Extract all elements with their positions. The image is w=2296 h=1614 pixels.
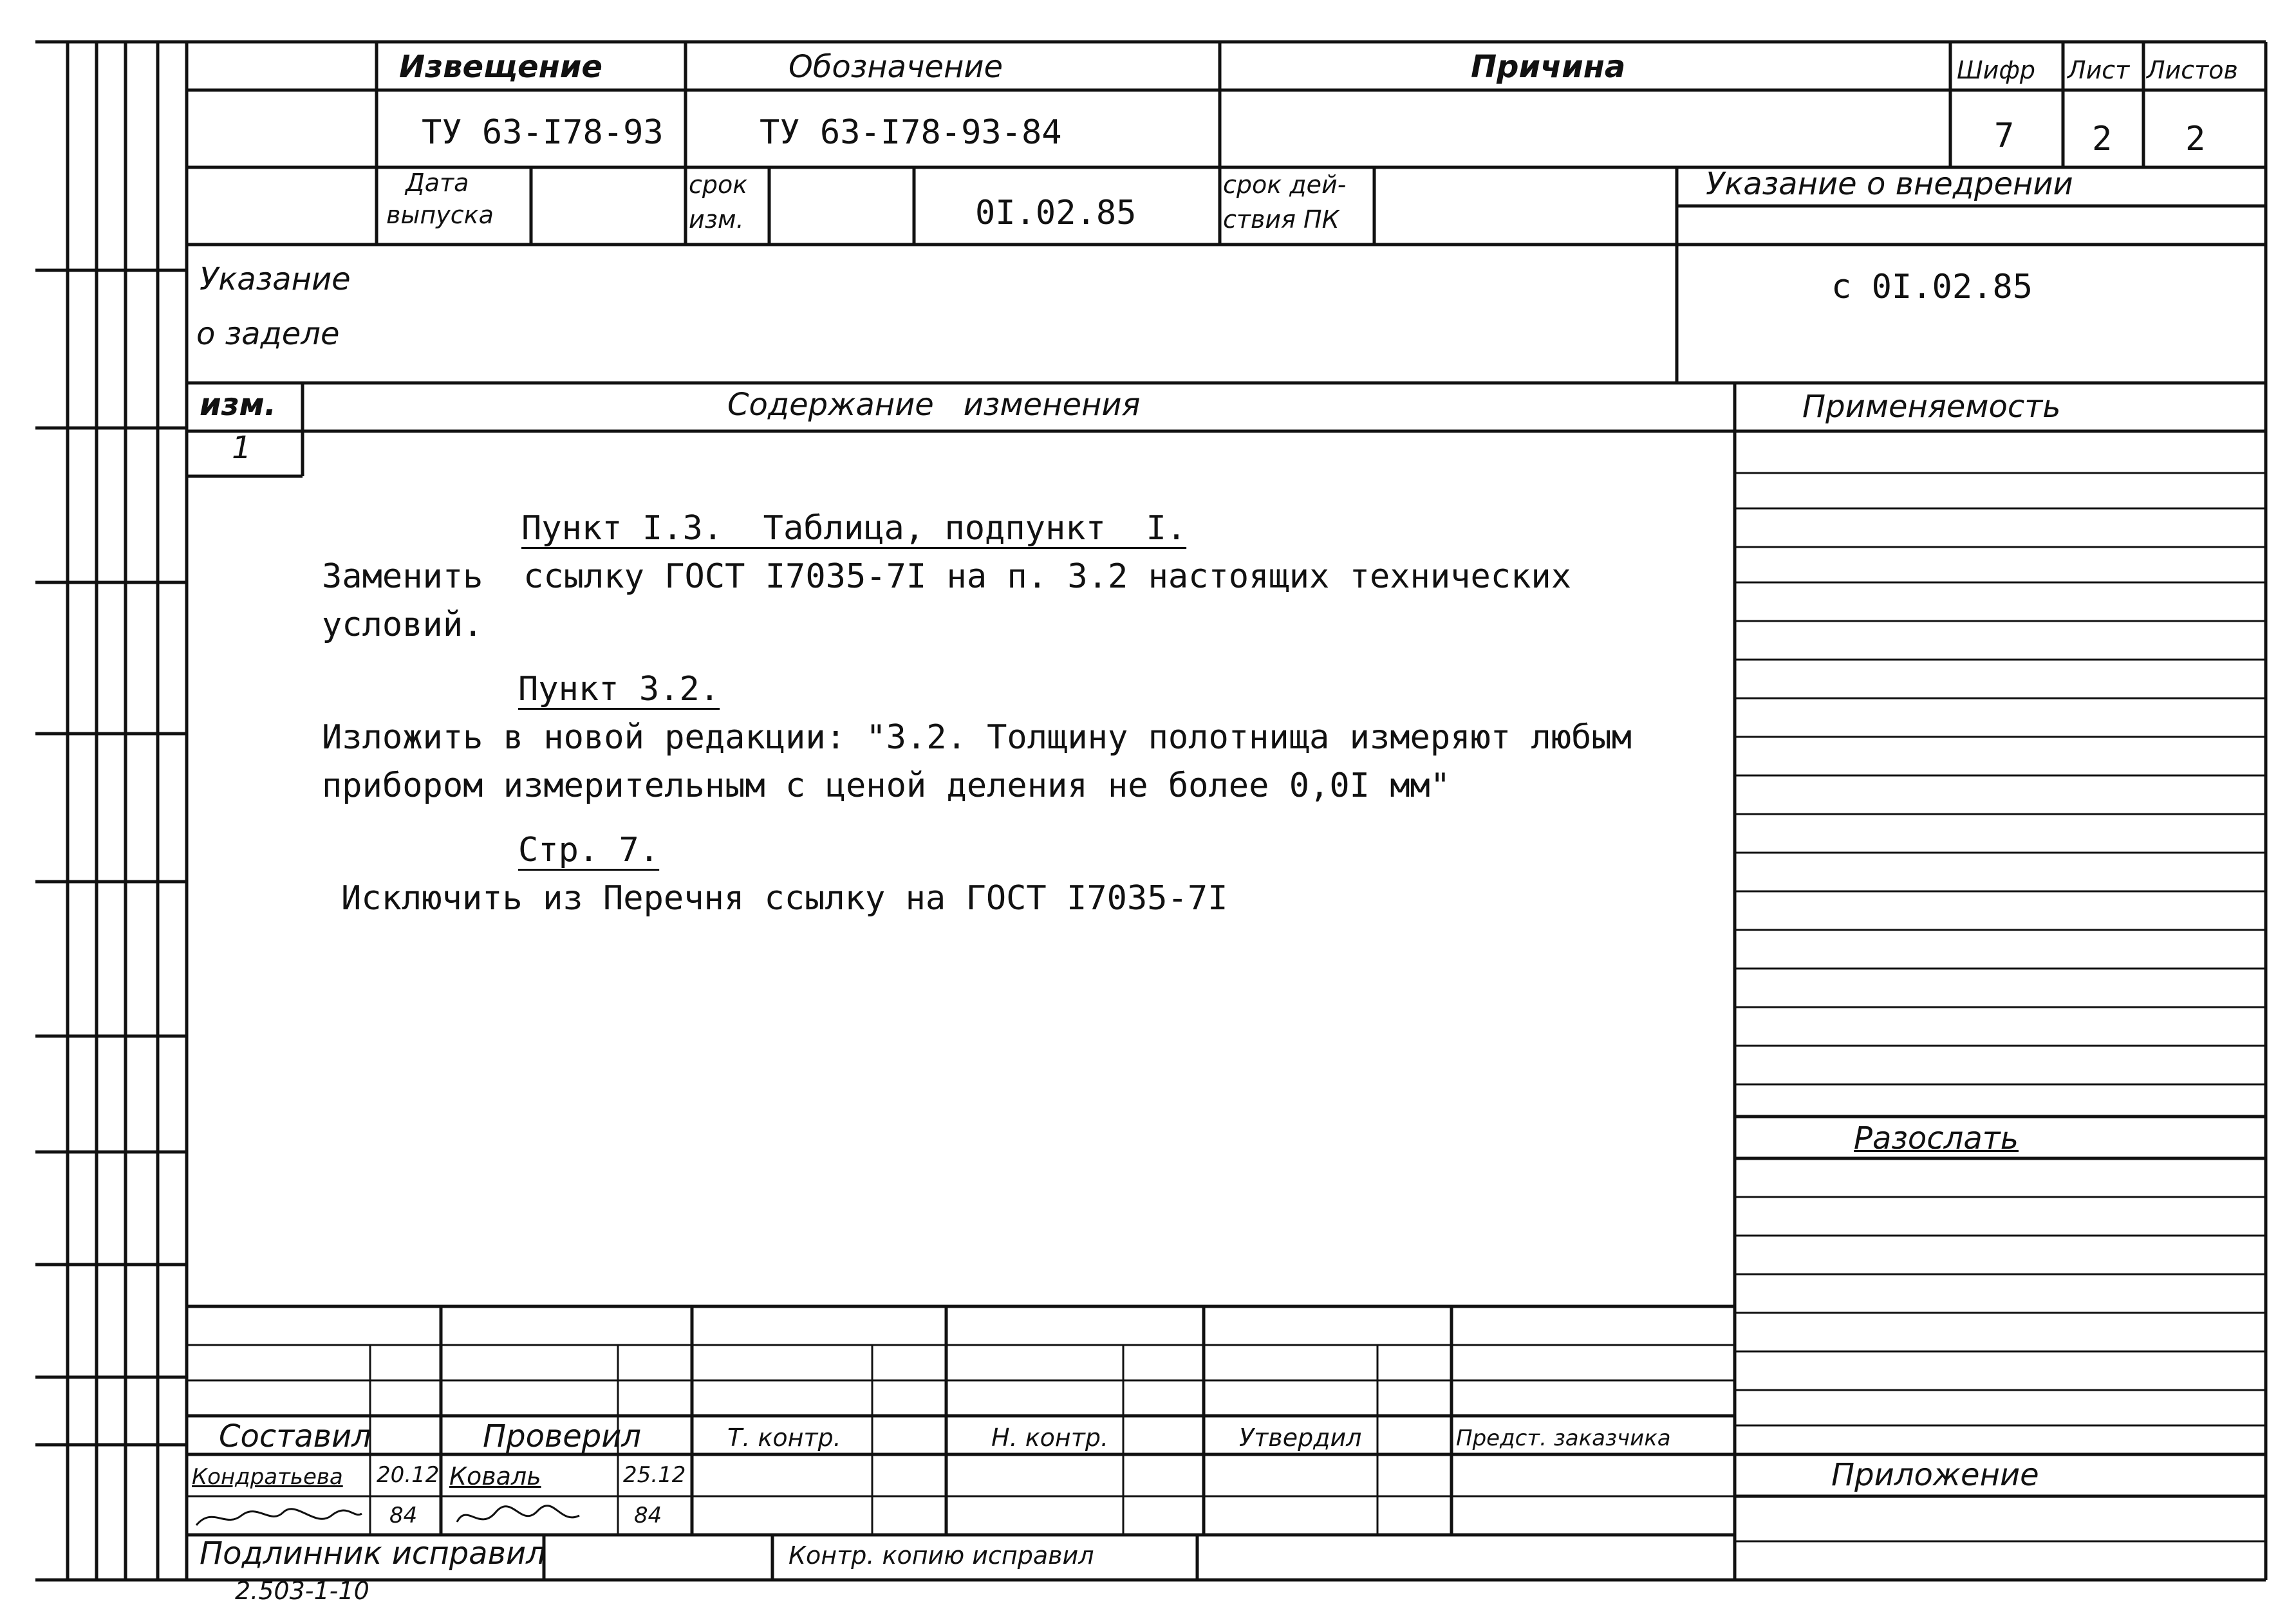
utverdil-label: Утвердил bbox=[1239, 1424, 1362, 1452]
sostavil-date-1: 20.12 bbox=[377, 1462, 440, 1488]
srok-izm-value: 0I.02.85 bbox=[975, 194, 1137, 232]
proveril-date-1: 25.12 bbox=[623, 1462, 686, 1488]
primenyaemost-label: Применяемость bbox=[1802, 389, 2061, 425]
izveshchenie-value: ТУ 63-I78-93 bbox=[422, 113, 664, 152]
oboznachenie-label: Обозначение bbox=[789, 49, 1003, 85]
zadel-label-line1: Указание bbox=[200, 261, 351, 297]
proveril-date-2: 84 bbox=[634, 1503, 662, 1528]
data-vypuska-label-line1: Дата bbox=[406, 169, 469, 197]
izm-label: изм. bbox=[200, 387, 276, 423]
content-line-5: Исключить из Перечня ссылку на ГОСТ I7035-7I bbox=[341, 879, 1228, 918]
list-value: 2 bbox=[2092, 120, 2113, 158]
content-line-4: прибором измерительным с ценой деления не более 0,0I мм" bbox=[322, 766, 1451, 805]
izveshchenie-label: Извещение bbox=[399, 49, 602, 85]
srok-deistviya-label-line1: срок дей- bbox=[1223, 171, 1347, 199]
list-label: Лист bbox=[2067, 56, 2130, 84]
razoslat-label: Разослать bbox=[1854, 1120, 2019, 1156]
content-line-2: условий. bbox=[322, 606, 483, 644]
footer-code: 2.503-1-10 bbox=[235, 1577, 369, 1605]
soderzhanie-label: Содержание изменения bbox=[727, 387, 1141, 423]
srok-deistviya-label-line2: ствия ПК bbox=[1223, 205, 1339, 234]
zadel-label-line2: о заделе bbox=[196, 316, 340, 352]
proveril-name: Коваль bbox=[449, 1462, 541, 1490]
n-kontr-label: Н. контр. bbox=[991, 1424, 1109, 1452]
content-heading-1: Пункт I.3. Таблица, подпункт I. bbox=[521, 509, 1187, 548]
prilozhenie-label: Приложение bbox=[1831, 1457, 2039, 1493]
proveril-signature-scribble bbox=[451, 1499, 611, 1535]
content-heading-2: Пункт 3.2. bbox=[518, 670, 720, 709]
sostavil-signature-scribble bbox=[193, 1499, 367, 1535]
listov-value: 2 bbox=[2185, 120, 2206, 158]
prichina-label: Причина bbox=[1471, 49, 1626, 85]
kontr-kopiyu-label: Контр. копию исправил bbox=[789, 1541, 1094, 1570]
t-kontr-label: Т. контр. bbox=[727, 1424, 841, 1452]
oboznachenie-value: ТУ 63-I78-93-84 bbox=[760, 113, 1062, 152]
content-line-1: Заменить ссылку ГОСТ I7035-7I на п. 3.2 настоящих технических bbox=[322, 557, 1572, 596]
srok-izm-label-line2: изм. bbox=[689, 205, 744, 234]
data-vypuska-label-line2: выпуска bbox=[386, 201, 494, 229]
sostavil-label: Составил bbox=[219, 1418, 371, 1454]
sostavil-name: Кондратьева bbox=[192, 1464, 343, 1490]
sostavil-date-2: 84 bbox=[389, 1503, 418, 1528]
shifr-label: Шифр bbox=[1957, 56, 2035, 84]
vnedrenie-label: Указание о внедрении bbox=[1706, 166, 2073, 202]
predst-label: Предст. заказчика bbox=[1456, 1425, 1671, 1451]
content-line-3: Изложить в новой редакции: "3.2. Толщину полотнища измеряют любым bbox=[322, 718, 1632, 757]
listov-label: Листов bbox=[2147, 56, 2238, 84]
proveril-label: Проверил bbox=[483, 1418, 642, 1454]
shifr-value: 7 bbox=[1994, 116, 2015, 155]
podlinnik-label: Подлинник исправил bbox=[200, 1535, 546, 1572]
content-heading-3: Стр. 7. bbox=[518, 831, 660, 869]
srok-izm-label-line1: срок bbox=[689, 171, 748, 199]
vnedrenie-value: с 0I.02.85 bbox=[1831, 268, 2033, 306]
izm-value: 1 bbox=[232, 430, 252, 466]
